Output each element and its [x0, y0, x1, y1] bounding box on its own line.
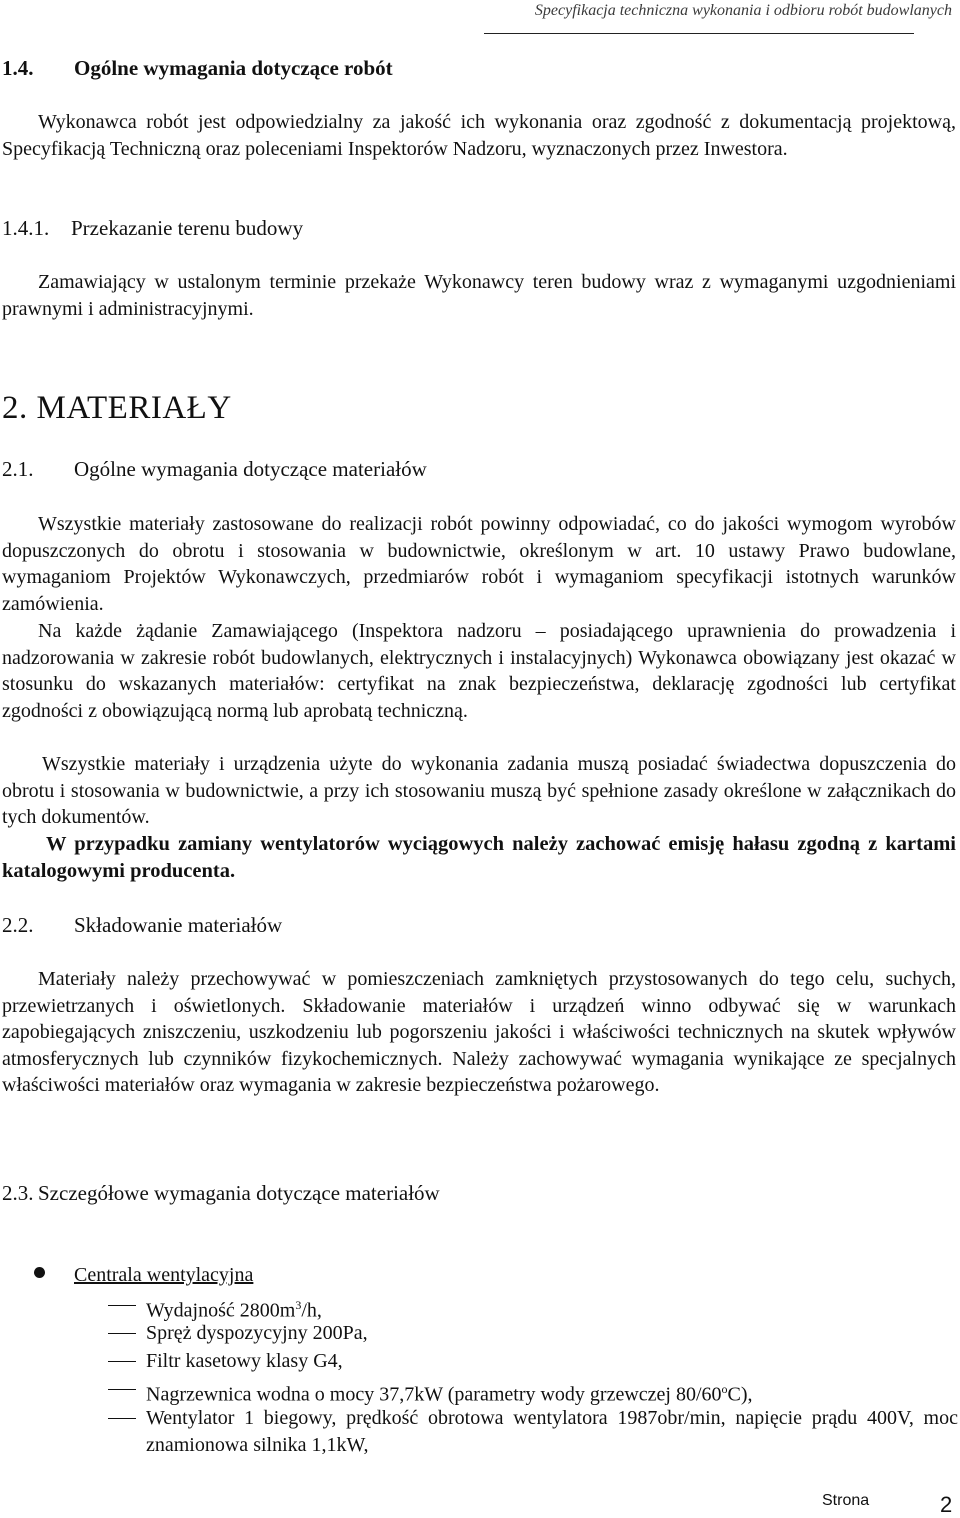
section-2-1-p4-content: W przypadku zamiany wentylatorów wyciągowych należy zachować emisję hałasu zgodną z kartami katalogowymi producenta. [2, 833, 956, 882]
dash-icon [108, 1333, 136, 1334]
item-1-sup: 3 [295, 1298, 302, 1312]
section-1-4-1-number: 1.4.1. [2, 216, 50, 240]
dash-icon [108, 1418, 136, 1419]
section-1-4-title: Ogólne wymagania dotyczące robót [74, 56, 393, 80]
section-2-1-paragraph-1 [2, 511, 956, 617]
bullet-dot [34, 1267, 45, 1278]
running-header: Specyfikacja techniczna wykonania i odbioru robót budowlanych [534, 2, 952, 19]
equipment-name: Centrala wentylacyjna [74, 1264, 254, 1286]
item-1-suffix: /h, [301, 1299, 322, 1322]
item-4-text: Nagrzewnica wodna o mocy 37,7kW (parametry wody grzewczej 80/60 [146, 1383, 722, 1406]
header-rule [484, 33, 914, 34]
item-4-suffix: C), [727, 1383, 753, 1406]
section-2-1-p2-content: Na każde żądanie Zamawiającego (Inspektora nadzoru – posiadającego uprawnienia do prowadzenia i nadzorowania w zakresie robót budowlanych, elektrycznych i instalacyjnych) Wykonawca obowiązany jest okazać w stosunku do wskazanych materiałów: certyfikat na znak bezpieczeństwa, deklarację zgodności lub certyfikat zgodności z obowiązującą normą lub aprobatą techniczną. [2, 620, 956, 722]
equipment-item-5: Wentylator 1 biegowy, prędkość obrotowa wentylatora 1987obr/min, napięcie prądu 400V, moc znamionowa silnika 1,1kW, [146, 1407, 958, 1456]
equipment-item-4 [146, 1376, 958, 1409]
section-2-2-text-content: Materiały należy przechowywać w pomieszczeniach zamkniętych przystosowanych do tego celu, suchych, przewietrzanych i oświetlonych. Składowanie materiałów i urządzeń winno odbywać się w warunkach zapobiegających zniszczeniu, uszkodzeniu lub pogorszeniu jakości i właściwości technicznych na skutek wpływów atmosferycznych lub czynników fizykochemicznych. Należy zachowywać wymagania wynikające ze specjalnych właściwości materiałów oraz wymagania w zakresie bezpieczeństwa pożarowego. [2, 968, 956, 1096]
section-2-2-number: 2.2. [2, 913, 34, 937]
item-1-text: Wydajność 2800m [146, 1299, 296, 1322]
chapter-2-heading: 2. MATERIAŁY [2, 390, 232, 426]
section-2-1-title: Ogólne wymagania dotyczące materiałów [74, 457, 427, 481]
item-4-sup: o [721, 1382, 728, 1396]
section-2-2-text [2, 966, 956, 1099]
section-1-4-text-content: Wykonawca robót jest odpowiedzialny za jakość ich wykonania oraz zgodność z dokumentacją projektową, Specyfikacją Techniczną oraz poleceniami Inspektorów Nadzoru, wyznaczonych przez Inwestora. [2, 111, 956, 160]
section-2-3-number: 2.3. [2, 1181, 34, 1205]
section-2-1-paragraph-4 [2, 831, 956, 884]
footer-page-label: Strona [822, 1492, 870, 1509]
section-2-2-title: Składowanie materiałów [74, 913, 283, 937]
equipment-item-2: Spręż dyspozycyjny 200Pa, [146, 1322, 368, 1344]
footer-page-number: 2 [940, 1492, 953, 1517]
section-2-1-p3-content: Wszystkie materiały i urządzenia użyte do wykonania zadania muszą posiadać świadectwa dopuszczenia do obrotu i stosowania w budownictwie, a przy ich stosowaniu muszą być spełnione zasady określone w załącznikach do tych dokumentów. [2, 753, 956, 828]
equipment-item-3: Filtr kasetowy klasy G4, [146, 1350, 343, 1372]
section-2-1-paragraph-3 [2, 751, 956, 831]
section-1-4-1-text-content: Zamawiający w ustalonym terminie przekaże Wykonawcy teren budowy wraz z wymaganymi uzgodnieniami prawnymi i administracyjnymi. [2, 271, 956, 320]
section-1-4-1-text [2, 269, 956, 322]
section-2-1-paragraph-2 [2, 618, 956, 724]
section-1-4-1-title: Przekazanie terenu budowy [71, 216, 304, 240]
section-2-1-p1-content: Wszystkie materiały zastosowane do realizacji robót powinny odpowiadać, co do jakości wymogom wyrobów dopuszczonych do obrotu i stosowania w budownictwie, określonym w art. 10 ustawy Prawo budowlane, wymaganiom Projektów Wykonawczych, przedmiarów robót i wymaganiom specyfikacji istotnych warunków zamówienia. [2, 513, 956, 615]
section-1-4-number: 1.4. [2, 56, 34, 80]
section-2-3-title: Szczegółowe wymagania dotyczące materiałów [38, 1181, 440, 1205]
dash-icon [108, 1389, 136, 1390]
section-2-1-number: 2.1. [2, 457, 34, 481]
section-1-4-text [2, 109, 956, 162]
dash-icon [108, 1305, 136, 1306]
dash-icon [108, 1361, 136, 1362]
